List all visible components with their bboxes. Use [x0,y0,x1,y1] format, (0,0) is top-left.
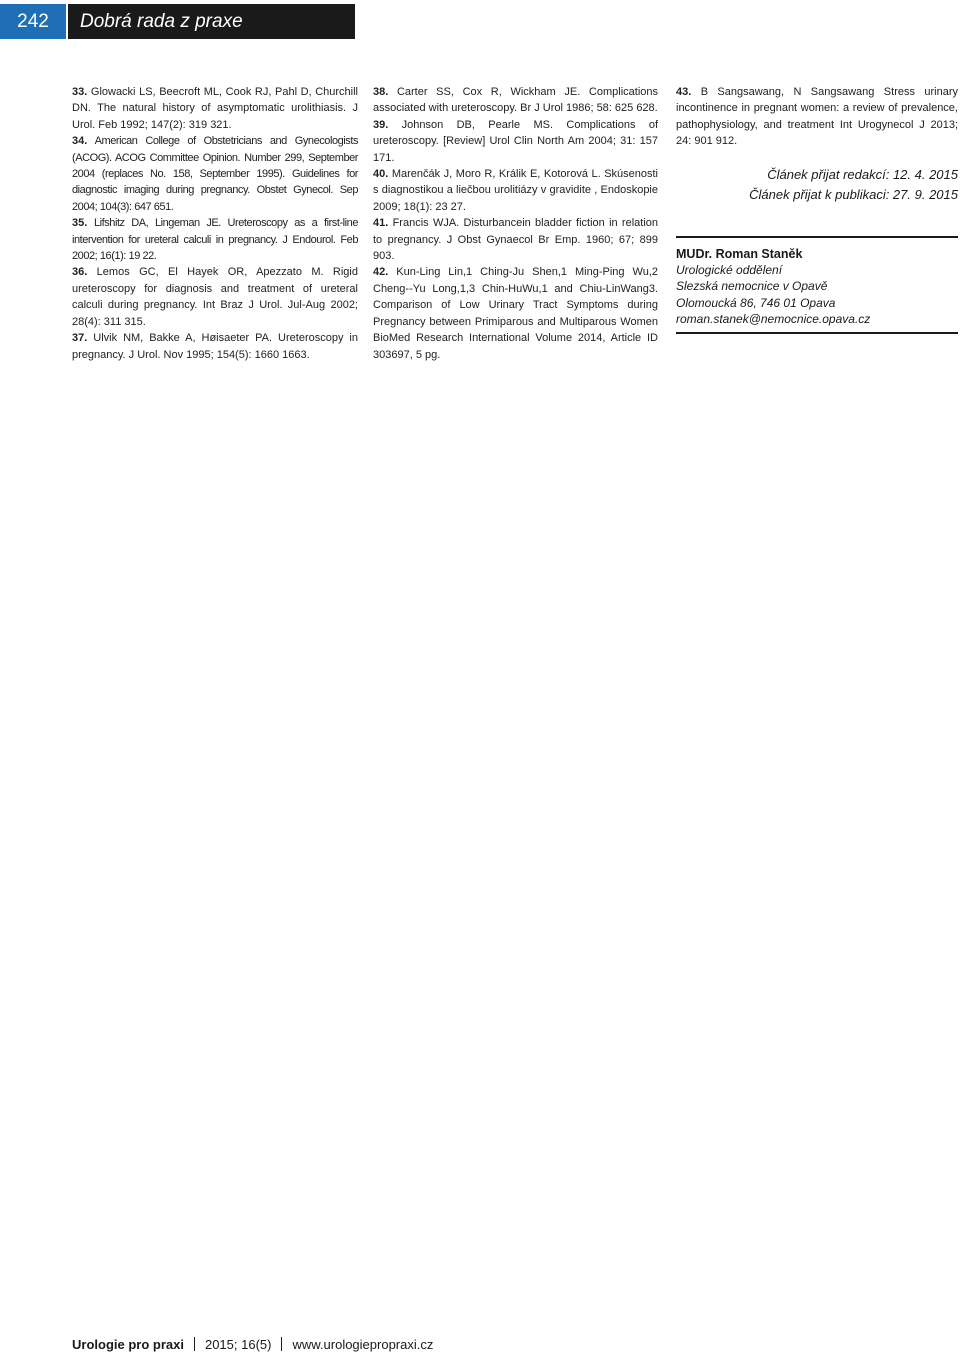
reference-item [72,215,358,264]
page-footer [72,1337,433,1352]
article-dates [676,165,958,205]
reference-item [373,264,658,362]
references-column-2 [373,84,658,363]
reference-item [72,133,358,215]
journal-issue: 2015; 16(5) [204,1337,272,1352]
reference-text: Marenčák J, Moro R, Králik E, Kotorová L. Skúsenosti s diagnostikou a liečbou urolitiázy v gravidite , Endoskopie 2009; 18(1): 23 27. [373,168,658,213]
page-number: 242 [0,4,66,39]
reference-text: Lifshitz DA, Lingeman JE. Ureteroscopy as a first-line intervention for ureteral calculi in pregnancy. J Endourol. Feb 2002; 16(1): 19 22. [72,217,358,263]
reference-text: American College of Obstetricians and Gynecologists (ACOG). ACOG Committee Opinion. Number 299, September 2004 (replaces No. 158, September 1995). Guidelines for diagnostic imaging during pregnancy. Obstet Gynecol. Sep 2004; 104(3): 647 651. [72,135,358,213]
reference-number: 39. [373,118,389,131]
reference-number: 37. [72,332,88,345]
reference-number: 33. [72,86,88,98]
reference-number: 35. [72,217,88,230]
reference-item [676,84,958,150]
journal-website: www.urologiepropraxi.cz [292,1337,434,1352]
reference-item [373,117,658,166]
author-contact-box [676,236,958,334]
references-column-1 [72,84,358,363]
received-date: Článek přijat redakcí: 12. 4. 2015 [767,166,958,182]
footer-divider [281,1337,282,1351]
reference-text: Johnson DB, Pearle MS. Complications of ureteroscopy. [Review] Urol Clin North Am 2004; 31: 157 171. [373,118,658,164]
reference-text: Lemos GC, El Hayek OR, Apezzato M. Rigid ureteroscopy for diagnosis and treatment of ureteral calculi during pregnancy. Int Braz J Urol. Jul-Aug 2002; 28(4): 311 315. [72,266,358,328]
author-address: Olomoucká 86, 746 01 Opava [676,295,836,310]
reference-text: Glowacki LS, Beecroft ML, Cook RJ, Pahl D, Churchill DN. The natural history of asymptomatic urolithiasis. J Urol. Feb 1992; 147(2): 319 321. [72,86,358,131]
reference-number: 38. [373,86,389,98]
reference-item [373,215,658,264]
references-column-3 [676,84,958,334]
footer-divider [194,1337,195,1351]
reference-number: 43. [676,86,692,98]
reference-item [72,264,358,330]
reference-number: 36. [72,266,88,279]
reference-number: 40. [373,168,389,181]
reference-text: Carter SS, Cox R, Wickham JE. Complications associated with ureteroscopy. Br J Urol 1986; 58: 625 628. [373,86,658,115]
author-name: MUDr. Roman Staněk [676,246,803,261]
reference-item [72,84,358,133]
reference-item [373,166,658,215]
author-hospital: Slezská nemocnice v Opavě [676,279,828,294]
author-email: roman.stanek@nemocnice.opava.cz [676,311,871,326]
journal-name: Urologie pro praxi [72,1337,184,1352]
reference-text: Ulvik NM, Bakke A, Høisaeter PA. Ureteroscopy in pregnancy. J Urol. Nov 1995; 154(5): 1660 1663. [72,332,358,361]
reference-text: B Sangsawang, N Sangsawang Stress urinary incontinence in pregnant women: a review of prevalence, pathophysiology, and treatment Int Urogynecol J 2013; 24: 901 912. [676,86,958,148]
reference-number: 34. [72,135,88,148]
reference-number: 41. [373,217,389,230]
section-title: Dobrá rada z praxe [68,4,355,39]
accepted-date: Článek přijat k publikaci: 27. 9. 2015 [749,186,958,202]
reference-number: 42. [373,266,389,279]
reference-text: Francis WJA. Disturbancein bladder fiction in relation to pregnancy. J Obst Gynaecol Br Emp. 1960; 67; 899 903. [373,217,658,263]
reference-item [72,330,358,363]
reference-text: Kun-Ling Lin,1 Ching-Ju Shen,1 Ming-Ping Wu,2 Cheng--Yu Long,1,3 Chin-HuWu,1 and Chiu-LinWang3. Comparison of Low Urinary Tract Symptoms during Pregnancy between Primiparous and Multiparous Women BioMed Research International Volume 2014, Article ID 303697, 5 pg. [373,266,658,361]
author-department: Urologické oddělení [676,262,783,277]
reference-item [373,84,658,117]
page-header [0,4,355,39]
